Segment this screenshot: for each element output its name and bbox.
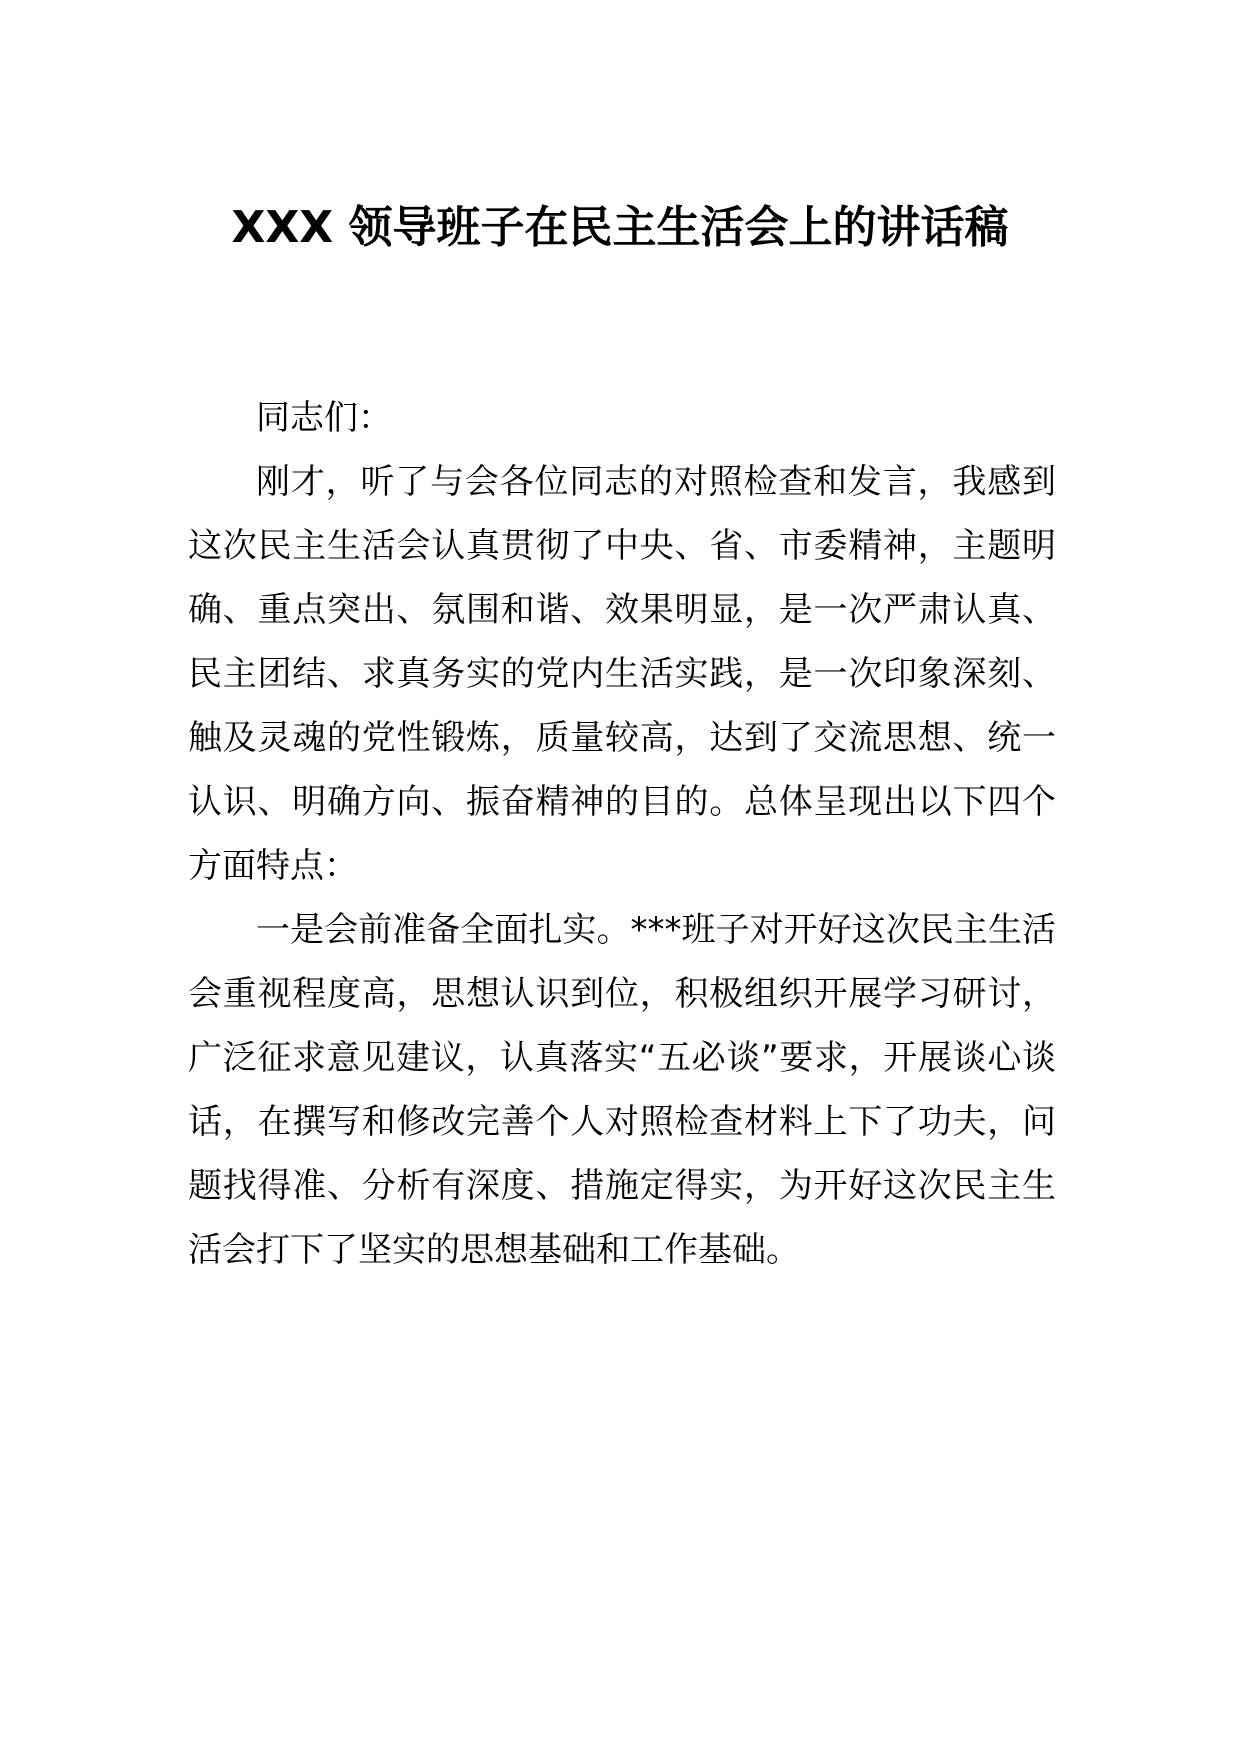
salutation: 同志们：	[256, 398, 392, 438]
document-body	[188, 386, 1056, 1282]
document-title: XXX 领导班子在民主生活会上的讲话稿	[231, 202, 1009, 253]
paragraph-point-one: 一是会前准备全面扎实。***班子对开好这次民主生活会重视程度高，思想认识到位，积极组织开展学习研讨，广泛征求意见建议，认真落实“五必谈”要求，开展谈心谈话，在撰写和修改完善个人对照检查材料上下了功夫，问题找得准、分析有深度、措施定得实，为开好这次民主生活会打下了坚实的思想基础和工作基础。	[188, 910, 1056, 1270]
paragraph-opening: 刚才，听了与会各位同志的对照检查和发言，我感到这次民主生活会认真贯彻了中央、省、市委精神，主题明确、重点突出、氛围和谐、效果明显，是一次严肃认真、民主团结、求真务实的党内生活实践，是一次印象深刻、触及灵魂的党性锻炼，质量较高，达到了交流思想、统一认识、明确方向、振奋精神的目的。总体呈现出以下四个方面特点：	[188, 462, 1056, 886]
